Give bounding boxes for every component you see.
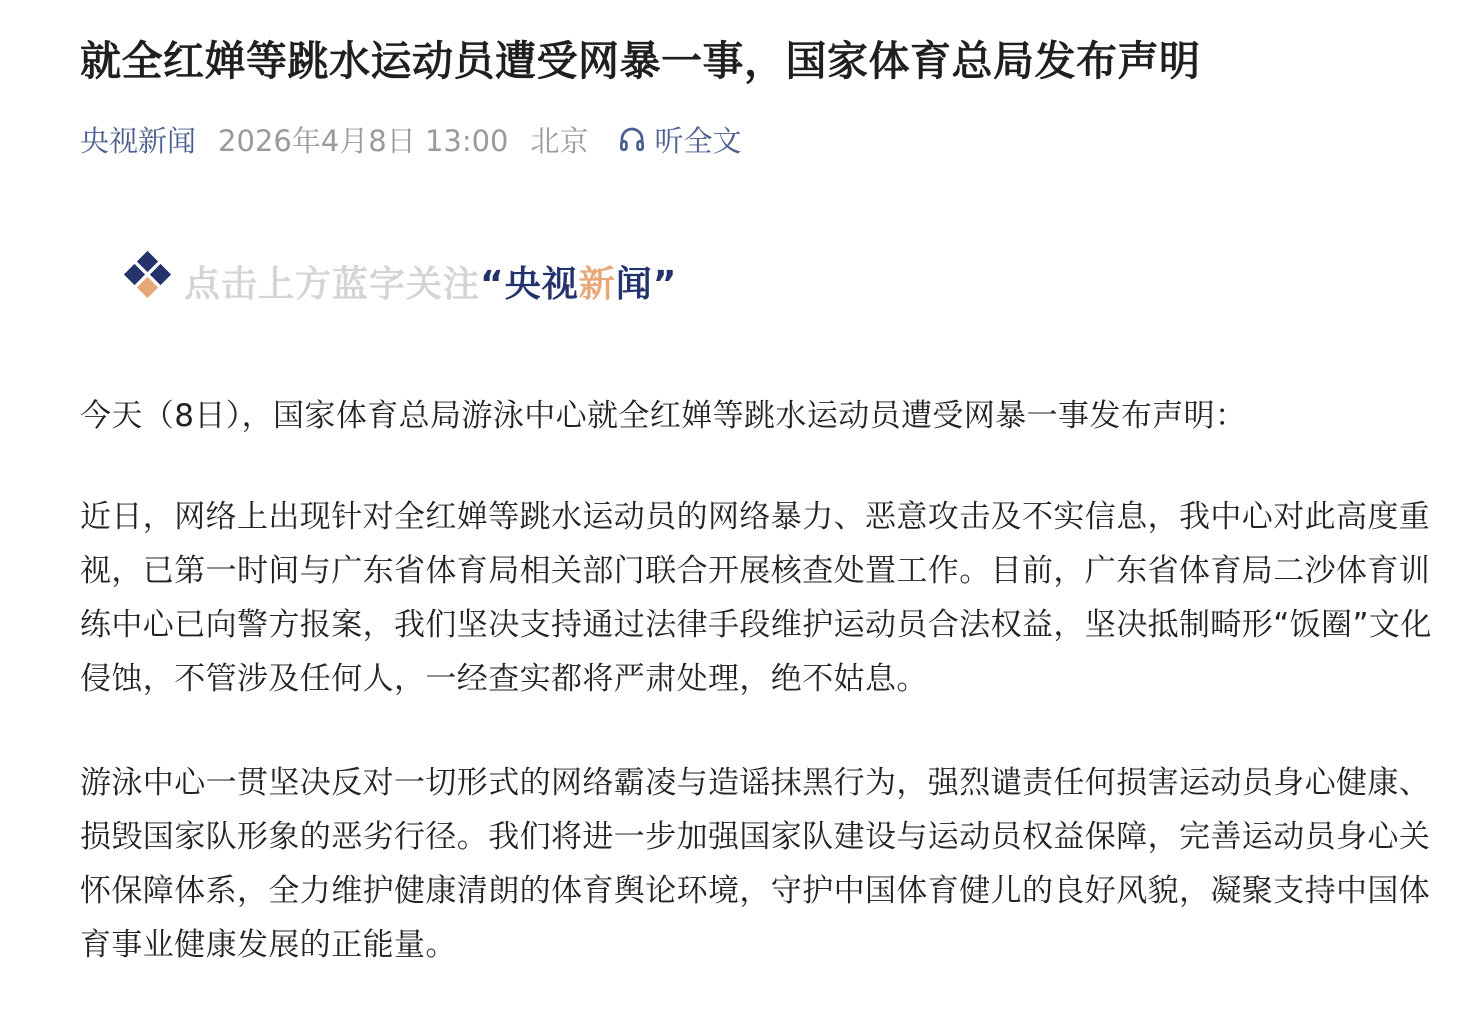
follow-banner[interactable] (114, 248, 677, 314)
paragraph-2: 近日，网络上出现针对全红婵等跳水运动员的网络暴力、恶意攻击及不实信息，我中心对此高度重视，已第一时间与广东省体育局相关部门联合开展核查处置工作。目前，广东省体育局二沙体育训练中心已向警方报案，我们坚决支持通过法律手段维护运动员合法权益，坚决抵制畸形“饭圈”文化侵蚀，不管涉及任何人，一经查实都将严肃处理，绝不姑息。 (80, 499, 1432, 697)
brand-logo-icon (114, 248, 180, 314)
article-title: 就全红婵等跳水运动员遭受网暴一事，国家体育总局发布声明 (80, 37, 1201, 85)
brand-name (480, 256, 677, 307)
follow-prompt: 点击上方蓝字关注 (184, 263, 481, 305)
quote-close: ” (652, 263, 678, 305)
quote-open: “ (480, 263, 505, 305)
article-meta (80, 118, 742, 160)
publish-location: 北京 (530, 123, 589, 158)
paragraph-1: 今天（8日），国家体育总局游泳中心就全红婵等跳水运动员遭受网暴一事发布声明： (80, 398, 1247, 434)
brand-part-3: 闻 (615, 263, 653, 305)
listen-button[interactable] (617, 119, 742, 160)
source-link[interactable]: 央视新闻 (80, 123, 197, 158)
brand-part-1: 央视 (504, 263, 579, 305)
brand-part-2: 新 (578, 263, 616, 305)
listen-label: 听全文 (654, 123, 742, 158)
publish-date: 2026年4月8日 13:00 (218, 123, 509, 158)
headphones-icon (617, 124, 647, 154)
paragraph-3: 游泳中心一贯坚决反对一切形式的网络霸凌与造谣抹黑行为，强烈谴责任何损害运动员身心健康、损毁国家队形象的恶劣行径。我们将进一步加强国家队建设与运动员权益保障，完善运动员身心关怀保障体系，全力维护健康清朗的体育舆论环境，守护中国体育健儿的良好风貌，凝聚支持中国体育事业健康发展的正能量。 (80, 765, 1431, 963)
